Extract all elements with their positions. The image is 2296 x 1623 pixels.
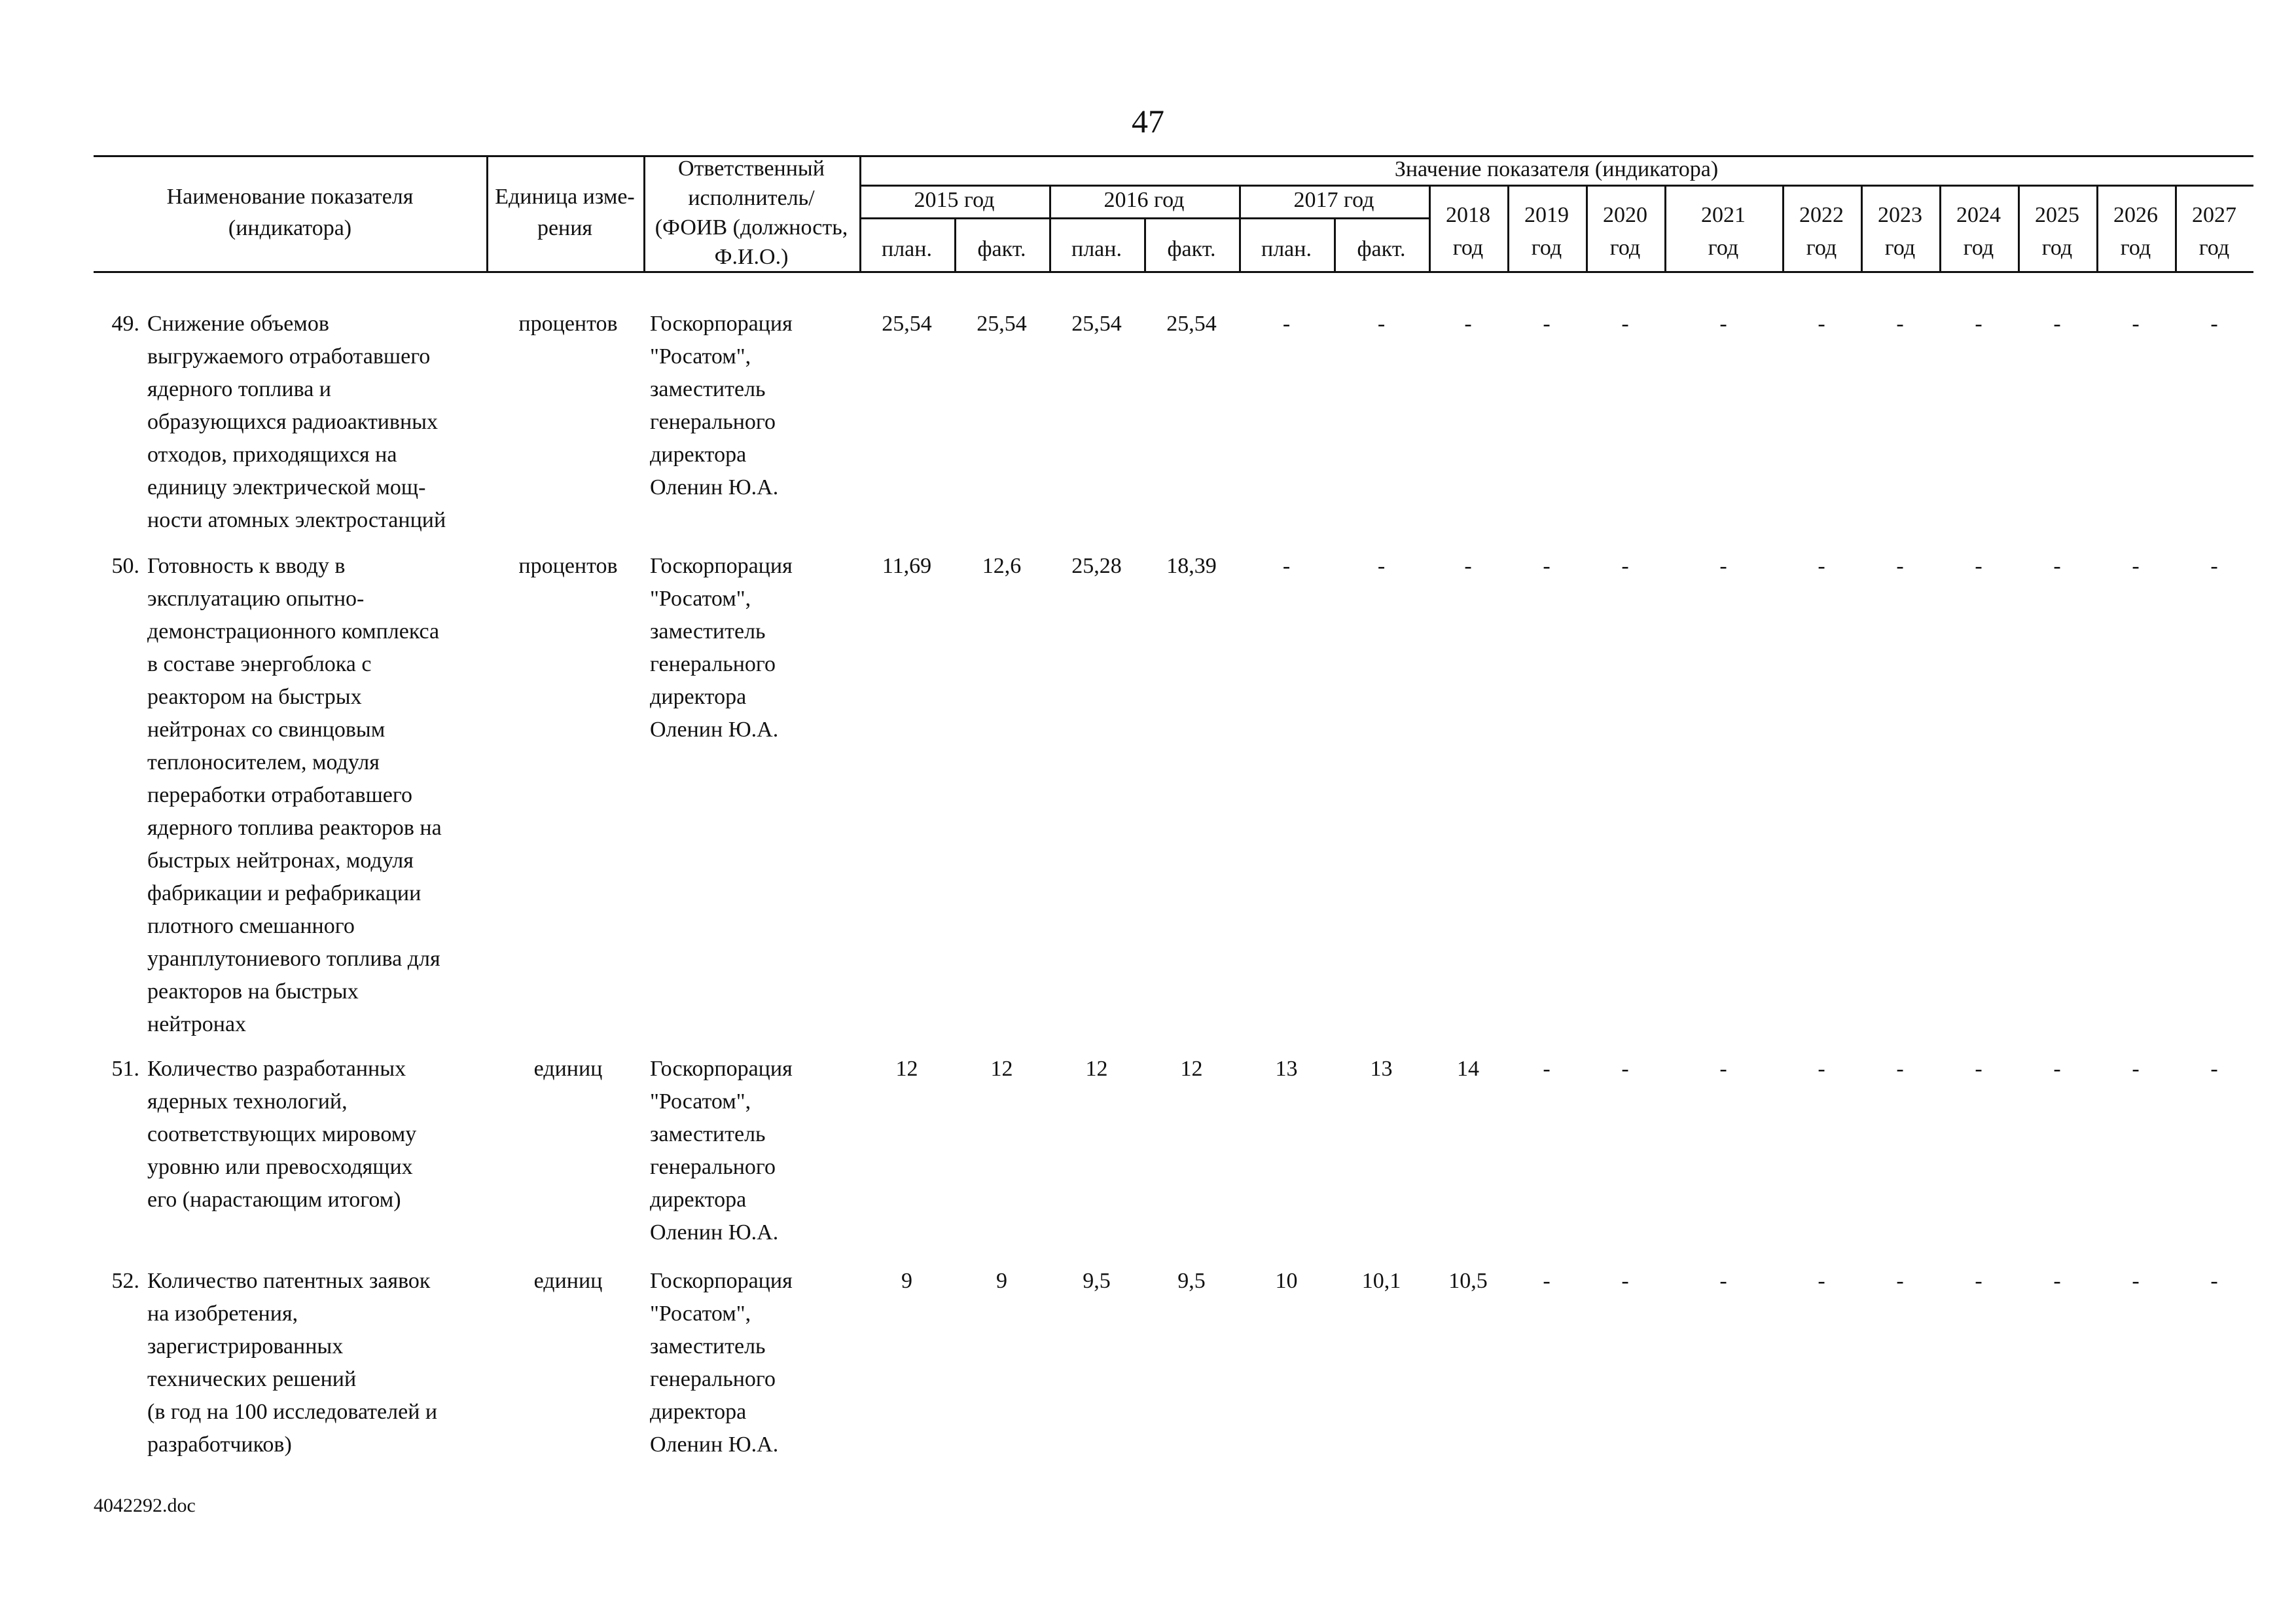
indicator-name [147, 1053, 488, 1216]
header-resp-line: Ф.И.О.) [714, 245, 789, 269]
value-cell: - [2210, 312, 2218, 336]
indicator-name [147, 1265, 488, 1461]
value-cell: - [1621, 312, 1629, 336]
header-resp-line: (ФОИВ (должность, [655, 215, 848, 240]
value-cell: - [1543, 312, 1551, 336]
value-cell: 12 [895, 1057, 918, 1081]
value-cell: - [2210, 1057, 2218, 1081]
responsible-line: Госкорпорация [650, 312, 793, 336]
header-divider [1586, 185, 1588, 273]
indicator-name-line: разработчиков) [147, 1432, 292, 1457]
responsible-line: "Росатом", [650, 587, 751, 611]
value-cell: - [1896, 1269, 1904, 1293]
header-resp-line: исполнитель/ [688, 186, 815, 210]
header-divider [2096, 185, 2098, 273]
indicator-name-line: соответствующих мировому [147, 1122, 417, 1146]
value-cell: 12,6 [982, 554, 1022, 578]
value-cell: - [2132, 312, 2140, 336]
value-cell: - [2210, 1269, 2218, 1293]
responsible-cell [650, 1053, 846, 1249]
indicator-name-line: быстрых нейтронах, модуля [147, 848, 414, 873]
header-year-9: 2024 [1956, 203, 2001, 227]
header-name-col [94, 181, 486, 244]
header-year-10: 2025 [2035, 203, 2079, 227]
value-cell: - [1896, 554, 1904, 578]
value-cell: 12 [1085, 1057, 1108, 1081]
header-year-suffix: год [2120, 236, 2151, 260]
value-cell: 12 [990, 1057, 1013, 1081]
indicator-name-line: плотного смешанного [147, 914, 355, 938]
header-divider [1239, 185, 1241, 273]
responsible-line: директора [650, 443, 747, 467]
responsible-line: заместитель [650, 1334, 766, 1359]
indicator-name-line: фабрикации и рефабрикации [147, 881, 422, 905]
header-year-suffix: год [1806, 236, 1837, 260]
indicator-name-line: зарегистрированных [147, 1334, 344, 1359]
header-year-suffix: год [2041, 236, 2073, 260]
responsible-line: директора [650, 685, 747, 709]
value-cell: 25,54 [1166, 312, 1217, 336]
table-header [94, 155, 2253, 273]
value-cell: 14 [1457, 1057, 1479, 1081]
responsible-line: Госкорпорация [650, 1057, 793, 1081]
responsible-cell [650, 550, 846, 746]
responsible-line: заместитель [650, 377, 766, 401]
row-number: 52. [111, 1269, 139, 1293]
responsible-line: Госкорпорация [650, 1269, 793, 1293]
value-cell: - [1975, 312, 1982, 336]
value-cell: - [2132, 1269, 2140, 1293]
header-year-0: 2015 год [914, 188, 995, 212]
indicator-name-line: (в год на 100 исследователей и [147, 1400, 438, 1424]
value-cell: 25,54 [882, 312, 932, 336]
header-year-suffix: год [1609, 236, 1641, 260]
responsible-line: заместитель [650, 619, 766, 644]
indicator-name-line: выгружаемого отработавшего [147, 344, 431, 369]
indicator-name-line: теплоносителем, модуля [147, 750, 380, 775]
header-divider [1507, 185, 1509, 273]
value-cell: 10 [1275, 1269, 1298, 1293]
header-year-12: 2027 [2192, 203, 2236, 227]
indicator-name-line: на изобретения, [147, 1302, 298, 1326]
value-cell: - [2053, 312, 2061, 336]
value-cell: 18,39 [1166, 554, 1217, 578]
responsible-line: заместитель [650, 1122, 766, 1146]
header-divider [1429, 185, 1431, 273]
header-divider [1861, 185, 1863, 273]
responsible-line: "Росатом", [650, 1302, 751, 1326]
indicator-name-line: переработки отработавшего [147, 783, 412, 807]
indicator-name-line: отходов, приходящихся на [147, 443, 397, 467]
value-cell: - [1719, 1269, 1727, 1293]
indicator-name-line: реакторов на быстрых [147, 979, 359, 1004]
value-cell: - [1975, 1269, 1982, 1293]
indicator-name-line: уровню или превосходящих [147, 1155, 413, 1179]
value-cell: - [1621, 1269, 1629, 1293]
header-resp-line: Ответственный [678, 156, 825, 181]
value-cell: - [1818, 1057, 1825, 1081]
responsible-line: генерального [650, 652, 776, 676]
value-cell: - [1719, 554, 1727, 578]
responsible-line: Оленин Ю.А. [650, 475, 779, 500]
header-divider [2175, 185, 2177, 273]
indicator-name-line: реактором на быстрых [147, 685, 362, 709]
header-name-line: (индикатора) [228, 216, 352, 240]
header-fact-label: факт. [1167, 237, 1216, 261]
header-year-5: 2020 [1603, 203, 1647, 227]
header-plan-label: план. [1261, 237, 1312, 261]
value-cell: 25,54 [1071, 312, 1122, 336]
value-cell: 9,5 [1177, 1269, 1206, 1293]
indicator-name-line: уранплутониевого топлива для [147, 947, 440, 971]
value-cell: 9 [996, 1269, 1007, 1293]
header-year-11: 2026 [2113, 203, 2158, 227]
indicator-name-line: образующихся радиоактивных [147, 410, 439, 434]
responsible-line: генерального [650, 1155, 776, 1179]
indicator-name-line: эксплуатацию опытно- [147, 587, 365, 611]
footer-filename: 4042292.doc [94, 1495, 196, 1516]
indicator-name-line: ядерного топлива и [147, 377, 331, 401]
responsible-line: Оленин Ю.А. [650, 718, 779, 742]
header-unit-line: Единица изме- [495, 185, 635, 209]
value-cell: 10,1 [1361, 1269, 1401, 1293]
indicator-name [147, 550, 488, 1041]
value-cell: - [1543, 1057, 1551, 1081]
indicator-name-line: Количество патентных заявок [147, 1269, 431, 1293]
page-number: 47 [1132, 103, 1164, 139]
responsible-line: директора [650, 1400, 747, 1424]
value-cell: - [1377, 312, 1386, 336]
value-cell: 12 [1180, 1057, 1203, 1081]
value-cell: - [1818, 312, 1825, 336]
value-cell: - [2053, 554, 2061, 578]
value-cell: 11,69 [882, 554, 932, 578]
value-cell: 25,28 [1071, 554, 1122, 578]
value-cell: - [1896, 1057, 1904, 1081]
header-year-2: 2017 год [1293, 188, 1374, 212]
indicator-name-line: ности атомных электростанций [147, 508, 446, 532]
row-number: 51. [111, 1057, 139, 1081]
indicator-name-line: Количество разработанных [147, 1057, 406, 1081]
header-year-suffix: год [1708, 236, 1739, 260]
header-plan-label: план. [1071, 237, 1122, 261]
unit-cell: процентов [518, 312, 618, 336]
value-cell: 10,5 [1448, 1269, 1488, 1293]
value-cell: 9 [901, 1269, 912, 1293]
header-year-7: 2022 [1799, 203, 1844, 227]
header-unit-line: рения [537, 216, 593, 240]
header-rule [94, 271, 2253, 273]
indicator-name-line: Готовность к вводу в [147, 554, 346, 578]
value-cell: - [2132, 1057, 2140, 1081]
header-year-6: 2021 [1701, 203, 1746, 227]
value-cell: - [1621, 1057, 1629, 1081]
header-year-suffix: год [1531, 236, 1562, 260]
value-cell: - [1818, 554, 1825, 578]
header-fact-label: факт. [977, 237, 1026, 261]
header-unit-col [486, 181, 643, 244]
value-cell: - [1621, 554, 1629, 578]
value-cell: - [1975, 554, 1982, 578]
responsible-cell [650, 1265, 846, 1461]
value-cell: - [2053, 1269, 2061, 1293]
responsible-line: Оленин Ю.А. [650, 1220, 779, 1245]
header-resp-col [643, 154, 859, 272]
responsible-line: "Росатом", [650, 344, 751, 369]
header-year-suffix: год [1452, 236, 1484, 260]
header-year-suffix: год [1884, 236, 1916, 260]
responsible-line: "Росатом", [650, 1089, 751, 1114]
row-number: 49. [111, 312, 139, 336]
value-cell: - [2210, 554, 2218, 578]
unit-cell: единиц [533, 1057, 603, 1081]
header-divider [1664, 185, 1666, 273]
indicator-name-line: ядерного топлива реакторов на [147, 816, 442, 840]
indicator-name-line: технических решений [147, 1367, 357, 1391]
responsible-cell [650, 308, 846, 504]
header-year-suffix: год [1963, 236, 1994, 260]
header-year-4: 2019 [1524, 203, 1569, 227]
header-divider [1939, 185, 1941, 273]
header-values-title: Значение показателя (индикатора) [1394, 157, 1719, 181]
responsible-line: генерального [650, 1367, 776, 1391]
value-cell: - [2132, 554, 2140, 578]
responsible-line: Госкорпорация [650, 554, 793, 578]
header-divider [1049, 185, 1051, 273]
value-cell: - [1282, 554, 1291, 578]
value-cell: - [1282, 312, 1291, 336]
indicator-name-line: демонстрационного комплекса [147, 619, 440, 644]
row-number: 50. [111, 554, 139, 578]
header-year-8: 2023 [1878, 203, 1922, 227]
value-cell: - [1377, 554, 1386, 578]
indicator-name-line: его (нарастающим итогом) [147, 1188, 401, 1212]
header-fact-label: факт. [1357, 237, 1406, 261]
value-cell: 13 [1275, 1057, 1298, 1081]
header-divider [1782, 185, 1784, 273]
value-cell: - [1543, 1269, 1551, 1293]
responsible-line: Оленин Ю.А. [650, 1432, 779, 1457]
responsible-line: директора [650, 1188, 747, 1212]
header-year-1: 2016 год [1103, 188, 1185, 212]
value-cell: 25,54 [977, 312, 1027, 336]
value-cell: - [1975, 1057, 1982, 1081]
header-year-suffix: год [2198, 236, 2230, 260]
value-cell: 13 [1370, 1057, 1393, 1081]
indicator-name-line: нейтронах со свинцовым [147, 718, 386, 742]
header-divider [2018, 185, 2020, 273]
value-cell: - [1464, 312, 1472, 336]
value-cell: - [1719, 312, 1727, 336]
value-cell: - [1719, 1057, 1727, 1081]
value-cell: - [1464, 554, 1472, 578]
value-cell: - [1818, 1269, 1825, 1293]
header-name-line: Наименование показателя [166, 185, 414, 209]
unit-cell: процентов [518, 554, 618, 578]
value-cell: 9,5 [1083, 1269, 1111, 1293]
unit-cell: единиц [533, 1269, 603, 1293]
indicator-name-line: Снижение объемов [147, 312, 329, 336]
indicator-name-line: нейтронах [147, 1012, 247, 1036]
value-cell: - [2053, 1057, 2061, 1081]
value-cell: - [1896, 312, 1904, 336]
indicator-name [147, 308, 488, 537]
header-year-3: 2018 [1446, 203, 1490, 227]
header-plan-label: план. [882, 237, 932, 261]
indicator-name-line: единицу электрической мощ- [147, 475, 426, 500]
responsible-line: генерального [650, 410, 776, 434]
value-cell: - [1543, 554, 1551, 578]
indicator-name-line: в составе энергоблока с [147, 652, 372, 676]
indicator-name-line: ядерных технологий, [147, 1089, 348, 1114]
